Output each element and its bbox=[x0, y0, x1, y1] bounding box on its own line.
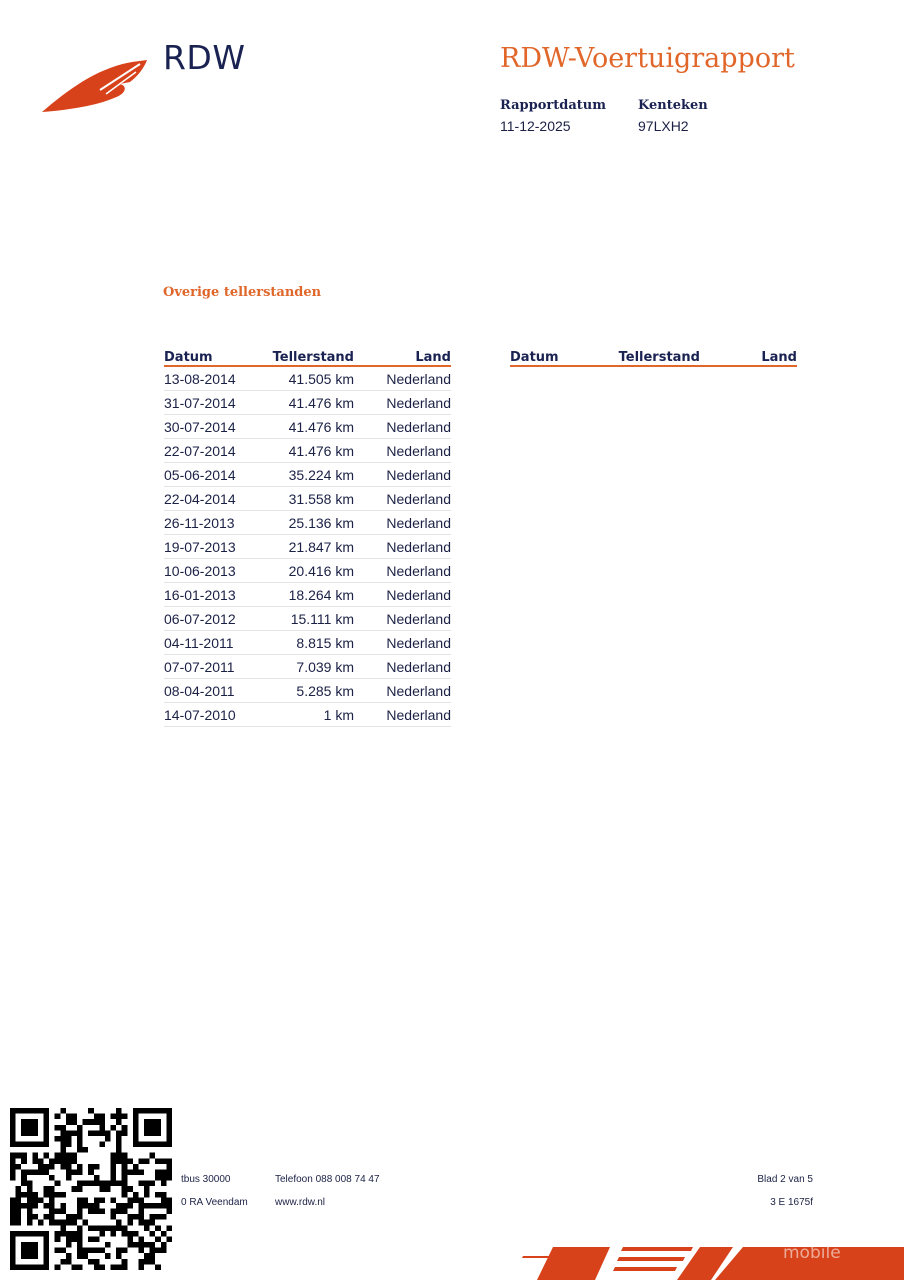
cell-land: Nederland bbox=[354, 583, 451, 607]
column-header-tellerstand: Tellerstand bbox=[264, 345, 354, 366]
table-row bbox=[164, 583, 451, 607]
kenteken-value: 97LXH2 bbox=[638, 118, 689, 134]
brand-name: RDW bbox=[163, 38, 246, 77]
table-row bbox=[164, 655, 451, 679]
cell-land: Nederland bbox=[354, 703, 451, 727]
column-header-datum: Datum bbox=[164, 345, 264, 366]
cell-tellerstand: 5.285 km bbox=[264, 679, 354, 703]
table-row bbox=[164, 559, 451, 583]
cell-datum: 04-11-2011 bbox=[164, 631, 264, 655]
cell-land: Nederland bbox=[354, 366, 451, 391]
footer-phone: Telefoon 088 008 74 47 bbox=[275, 1174, 380, 1185]
table-body bbox=[164, 366, 451, 727]
table-row bbox=[164, 463, 451, 487]
rapportdatum-label: Rapportdatum bbox=[500, 98, 606, 113]
cell-tellerstand: 18.264 km bbox=[264, 583, 354, 607]
footer-page-number: Blad 2 van 5 bbox=[757, 1174, 813, 1185]
table-row bbox=[164, 415, 451, 439]
table-row bbox=[164, 439, 451, 463]
column-header-land: Land bbox=[354, 345, 451, 366]
cell-datum: 19-07-2013 bbox=[164, 535, 264, 559]
report-title: RDW-Voertuigrapport bbox=[500, 43, 795, 74]
watermark-text: mobile bbox=[783, 1243, 841, 1263]
cell-tellerstand: 41.505 km bbox=[264, 366, 354, 391]
cell-land: Nederland bbox=[354, 679, 451, 703]
cell-datum: 05-06-2014 bbox=[164, 463, 264, 487]
cell-tellerstand: 15.111 km bbox=[264, 607, 354, 631]
footer-address-line2: 0 RA Veendam bbox=[181, 1197, 248, 1208]
footer-document-code: 3 E 1675f bbox=[770, 1197, 813, 1208]
cell-land: Nederland bbox=[354, 631, 451, 655]
cell-datum: 31-07-2014 bbox=[164, 391, 264, 415]
cell-datum: 16-01-2013 bbox=[164, 583, 264, 607]
kenteken-label: Kenteken bbox=[638, 98, 708, 113]
cell-datum: 30-07-2014 bbox=[164, 415, 264, 439]
cell-land: Nederland bbox=[354, 391, 451, 415]
cell-tellerstand: 8.815 km bbox=[264, 631, 354, 655]
table-row bbox=[164, 366, 451, 391]
table-row bbox=[164, 487, 451, 511]
cell-datum: 22-07-2014 bbox=[164, 439, 264, 463]
column-header-datum: Datum bbox=[510, 345, 610, 366]
table-header-row bbox=[510, 345, 797, 366]
table-row bbox=[164, 391, 451, 415]
cell-tellerstand: 25.136 km bbox=[264, 511, 354, 535]
cell-tellerstand: 41.476 km bbox=[264, 391, 354, 415]
cell-land: Nederland bbox=[354, 511, 451, 535]
cell-datum: 06-07-2012 bbox=[164, 607, 264, 631]
cell-tellerstand: 7.039 km bbox=[264, 655, 354, 679]
cell-land: Nederland bbox=[354, 415, 451, 439]
cell-tellerstand: 41.476 km bbox=[264, 415, 354, 439]
column-header-land: Land bbox=[700, 345, 797, 366]
rapportdatum-value: 11-12-2025 bbox=[500, 118, 571, 134]
cell-datum: 07-07-2011 bbox=[164, 655, 264, 679]
cell-tellerstand: 31.558 km bbox=[264, 487, 354, 511]
cell-datum: 26-11-2013 bbox=[164, 511, 264, 535]
cell-land: Nederland bbox=[354, 439, 451, 463]
table-row bbox=[164, 511, 451, 535]
cell-datum: 10-06-2013 bbox=[164, 559, 264, 583]
cell-datum: 22-04-2014 bbox=[164, 487, 264, 511]
footer-address-line1: tbus 30000 bbox=[181, 1174, 231, 1185]
cell-datum: 13-08-2014 bbox=[164, 366, 264, 391]
footer-website-link[interactable]: www.rdw.nl bbox=[275, 1197, 326, 1208]
table-row bbox=[164, 607, 451, 631]
table-row bbox=[164, 535, 451, 559]
section-title: Overige tellerstanden bbox=[163, 285, 322, 300]
table-row bbox=[164, 679, 451, 703]
odometer-table-right bbox=[510, 345, 797, 367]
cell-land: Nederland bbox=[354, 607, 451, 631]
cell-land: Nederland bbox=[354, 535, 451, 559]
qr-code-icon bbox=[10, 1108, 172, 1270]
cell-land: Nederland bbox=[354, 559, 451, 583]
table-row bbox=[164, 631, 451, 655]
cell-tellerstand: 1 km bbox=[264, 703, 354, 727]
cell-land: Nederland bbox=[354, 463, 451, 487]
cell-datum: 08-04-2011 bbox=[164, 679, 264, 703]
rdw-stripes-decoration bbox=[515, 1243, 904, 1280]
cell-tellerstand: 21.847 km bbox=[264, 535, 354, 559]
table-row bbox=[164, 703, 451, 727]
cell-tellerstand: 35.224 km bbox=[264, 463, 354, 487]
cell-datum: 14-07-2010 bbox=[164, 703, 264, 727]
column-header-tellerstand: Tellerstand bbox=[610, 345, 700, 366]
table-header-row bbox=[164, 345, 451, 366]
cell-land: Nederland bbox=[354, 655, 451, 679]
cell-land: Nederland bbox=[354, 487, 451, 511]
odometer-table-left bbox=[164, 345, 451, 727]
cell-tellerstand: 20.416 km bbox=[264, 559, 354, 583]
cell-tellerstand: 41.476 km bbox=[264, 439, 354, 463]
